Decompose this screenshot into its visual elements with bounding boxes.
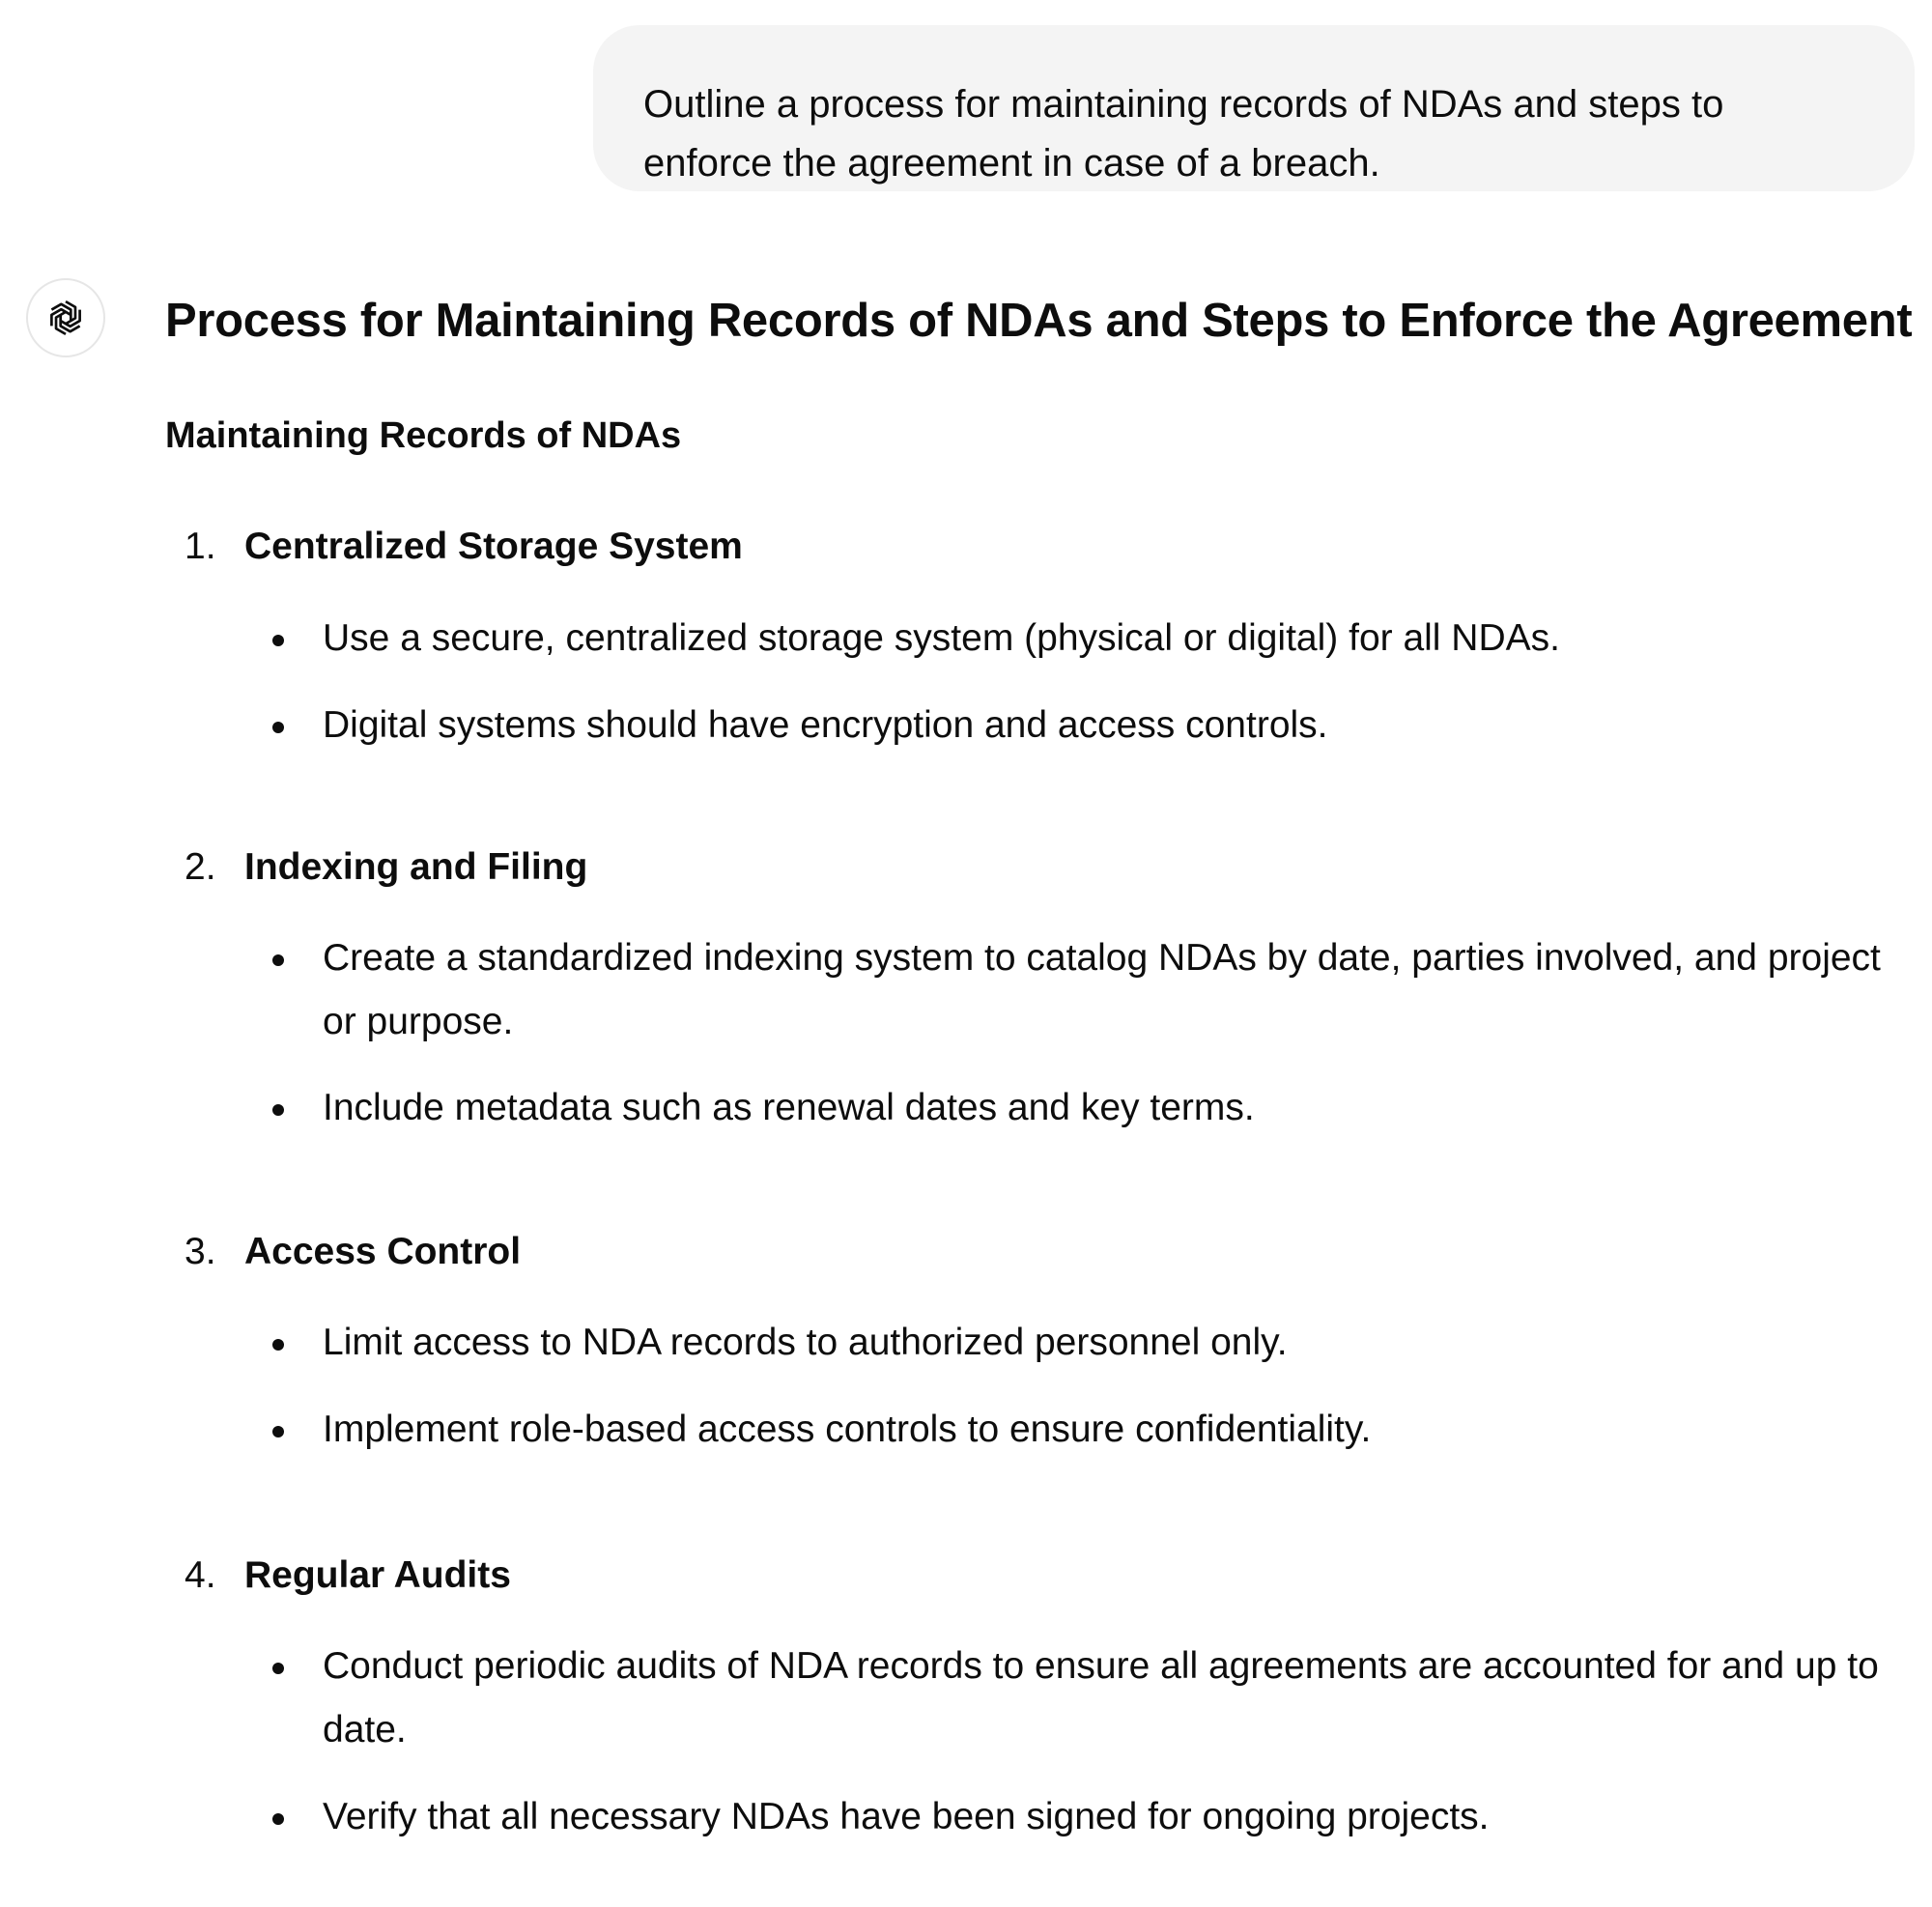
list-item-title: Regular Audits	[244, 1554, 511, 1596]
assistant-response	[165, 290, 1916, 1837]
bullet-icon	[272, 722, 284, 733]
user-message-bubble	[593, 25, 1915, 191]
bullet-icon	[272, 954, 284, 966]
bullet-text: Conduct periodic audits of NDA records to ensure all agreements are accounted for and up to date.	[323, 1645, 1879, 1750]
bullet-text: Use a secure, centralized storage system (physical or digital) for all NDAs.	[323, 617, 1560, 659]
bullet-icon	[272, 1663, 284, 1674]
list-item-number: 3.	[185, 1231, 216, 1272]
bullet-icon	[272, 1813, 284, 1825]
openai-logo-icon	[43, 296, 88, 340]
bullet-text: Implement role-based access controls to ensure confidentiality.	[323, 1409, 1372, 1450]
list-item-number: 2.	[185, 846, 216, 888]
list-item-title: Indexing and Filing	[244, 846, 588, 888]
bullet-icon	[272, 635, 284, 646]
bullet-text: Limit access to NDA records to authorized personnel only.	[323, 1322, 1288, 1363]
bullet-text: Digital systems should have encryption and access controls.	[323, 704, 1328, 746]
bullet-text: Verify that all necessary NDAs have been signed for ongoing projects.	[323, 1796, 1490, 1837]
list-item-title: Centralized Storage System	[244, 526, 743, 567]
assistant-avatar	[26, 278, 105, 357]
bullet-icon	[272, 1426, 284, 1437]
bullet-icon	[272, 1104, 284, 1116]
list-item-title: Access Control	[244, 1231, 522, 1272]
bullet-text: Include metadata such as renewal dates and key terms.	[323, 1087, 1255, 1128]
bullet-text: Create a standardized indexing system to catalog NDAs by date, parties involved, and project or purpose.	[323, 937, 1881, 1042]
response-heading: Process for Maintaining Records of NDAs and Steps to Enforce the Agreement	[165, 295, 1913, 347]
list-item-number: 1.	[185, 526, 216, 567]
response-subheading: Maintaining Records of NDAs	[165, 415, 682, 456]
bullet-icon	[272, 1339, 284, 1351]
list-item-number: 4.	[185, 1554, 216, 1596]
user-message-text: Outline a process for maintaining records of NDAs and steps to enforce the agreement in case of a breach.	[643, 83, 1724, 185]
